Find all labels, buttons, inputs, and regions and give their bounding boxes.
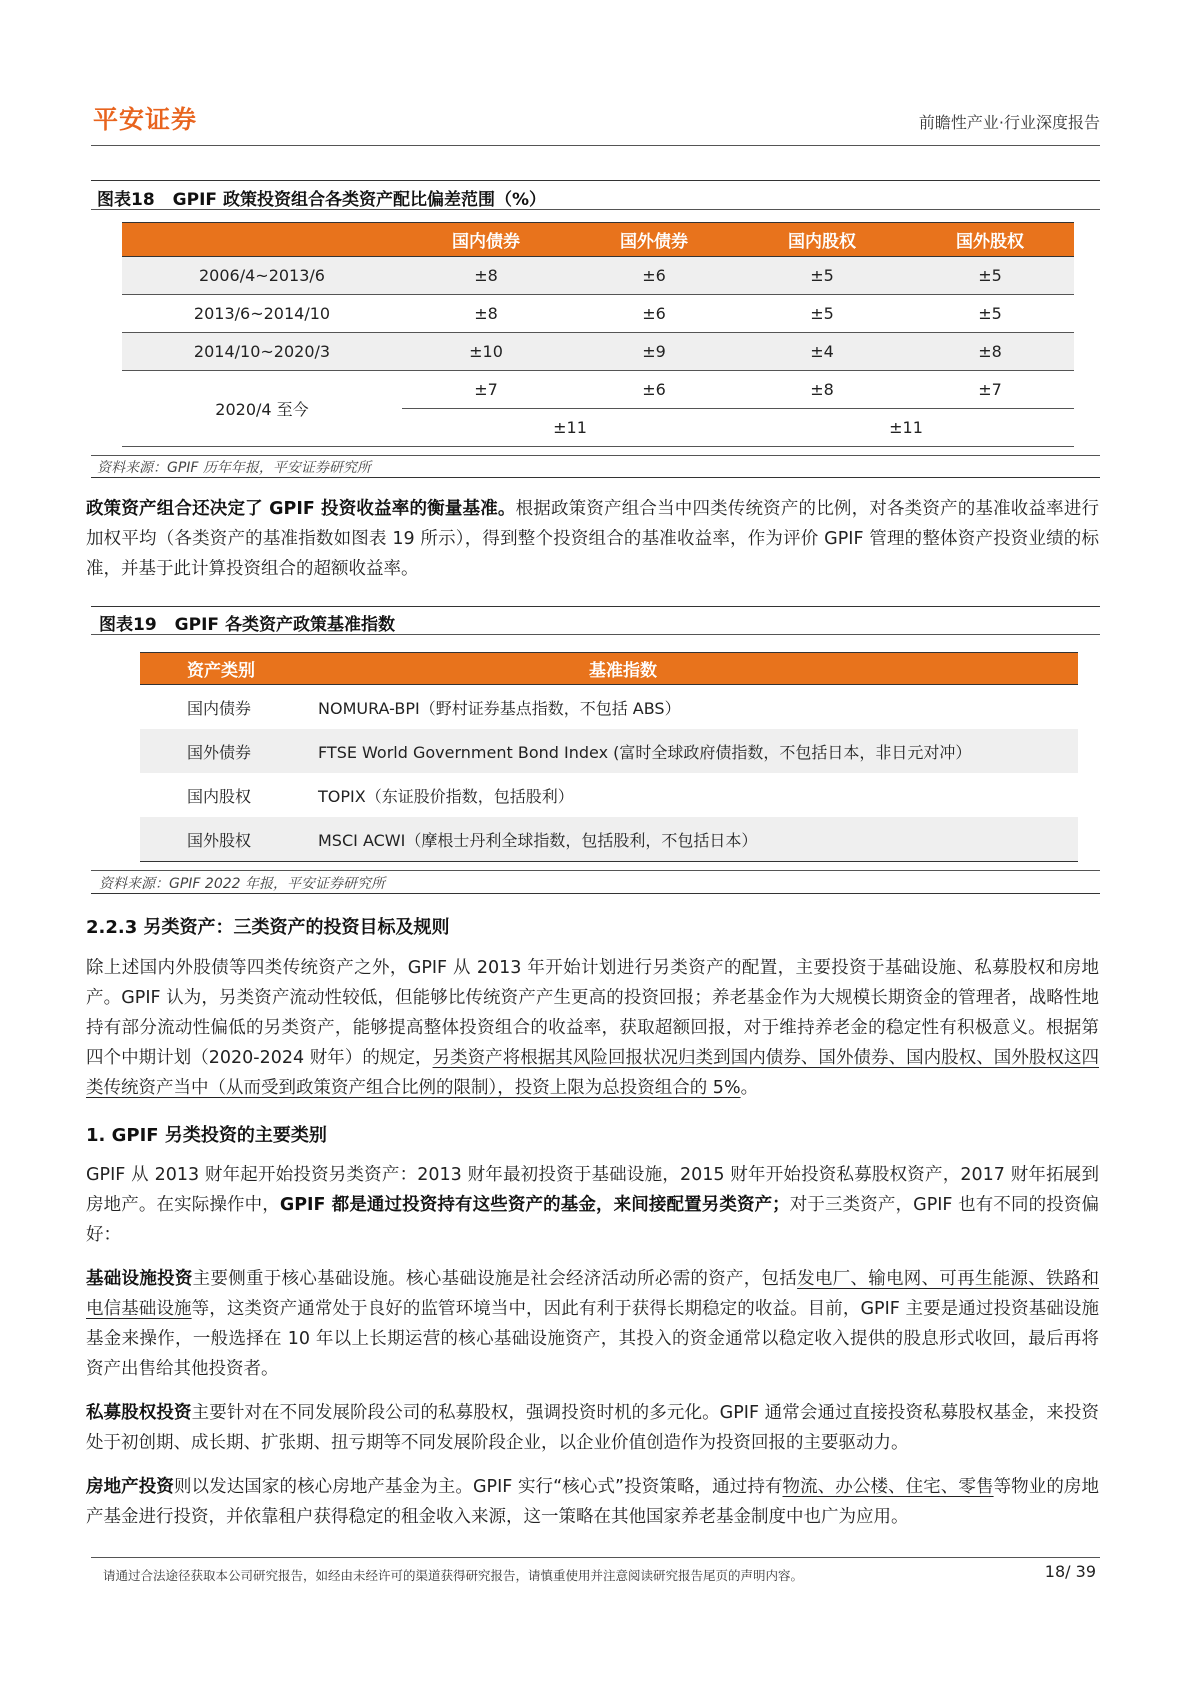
table-row: [140, 817, 1078, 862]
index-cell: FTSE World Government Bond Index (富时全球政府债指数，不包括日本，非日元对冲）: [318, 729, 1078, 773]
paragraph-categories-text1: GPIF 从 2013 财年起开始投资另类资产：2013 财年最初投资于基础设施，2015 财年开始投资私募股权资产，2017 财年拓展到房地产。在实际操作中，: [86, 1165, 1099, 1215]
figure18-top-rule: [91, 180, 1100, 181]
paragraph-real-estate: [86, 1472, 1099, 1532]
figure18-source: 资料来源：GPIF 历年年报，平安证券研究所: [97, 460, 371, 476]
paragraph-infrastructure-underlined: 发电厂、输电网、可再生能源、铁路和电信基础设施: [86, 1269, 1100, 1319]
paragraph-benchmark: [86, 494, 1099, 584]
paragraph-private-equity: [86, 1398, 1099, 1458]
value-cell: ±6: [570, 295, 738, 333]
merged-bonds-cell: ±11: [402, 409, 738, 447]
paragraph-private-equity-text: 主要针对在不同发展阶段公司的私募股权，强调投资时机的多元化。GPIF 通常会通过直接投资私募股权基金，来投资处于初创期、成长期、扩张期、扭亏期等不同发展阶段企业，以企业价值创造作为投资回报的主要驱动力。: [86, 1403, 1100, 1453]
value-cell: ±6: [570, 257, 738, 295]
table-row: [140, 729, 1078, 773]
t18-header-foreign-equity: 国外股权: [906, 223, 1074, 257]
value-cell: ±10: [402, 333, 570, 371]
paragraph-categories-text2: 对于三类资产，GPIF 也有不同的投资偏好：: [86, 1195, 1100, 1245]
table-row: [122, 295, 1074, 333]
figure19-title-text: GPIF 各类资产政策基准指数: [174, 615, 395, 635]
paragraph-real-estate-text2: 等物业的房地产基金进行投资，并依靠租户获得稳定的租金收入来源，这一策略在其他国家养老基金制度中也广为应用。: [86, 1477, 1100, 1527]
merged-equity-cell: ±11: [738, 409, 1074, 447]
subsection-heading: 1. GPIF 另类投资的主要类别: [86, 1125, 327, 1146]
section-heading: 2.2.3 另类资产：三类资产的投资目标及规则: [86, 917, 450, 938]
table-row: [140, 685, 1078, 730]
value-cell: ±8: [738, 371, 906, 409]
figure18-title: [97, 185, 546, 210]
figure19-source-rule: [91, 870, 1100, 871]
asset-cell: 国外债券: [140, 729, 318, 773]
value-cell: ±8: [402, 295, 570, 333]
paragraph-benchmark-text: 根据政策资产组合当中四类传统资产的比例，对各类资产的基准收益率进行加权平均（各类资产的基准指数如图表 19 所示），得到整个投资组合的基准收益率，作为评价 GPIF 管理的整体资产投资业绩的标准，并基于此计算投资组合的超额收益率。: [86, 499, 1100, 579]
paragraph-private-equity-bold: 私募股权投资: [86, 1403, 192, 1423]
paragraph-real-estate-text1: 则以发达国家的核心房地产基金为主。GPIF 实行“核心式”投资策略，通过持有: [173, 1477, 783, 1497]
index-cell: TOPIX（东证股价指数，包括股利）: [318, 786, 574, 806]
period-cell: 2020/4 至今: [122, 371, 402, 447]
t19-header-index: 基准指数: [318, 653, 1078, 685]
value-cell: ±5: [738, 295, 906, 333]
value-cell: ±8: [402, 257, 570, 295]
table-row: [122, 257, 1074, 295]
t18-header-period: [122, 223, 402, 257]
asset-cell: 国内股权: [187, 786, 252, 806]
period-cell: 2006/4~2013/6: [122, 257, 402, 295]
figure18-title-rule: [91, 209, 1100, 210]
value-cell: ±7: [906, 371, 1074, 409]
figure18-title-text: GPIF 政策投资组合各类资产配比偏差范围（%）: [172, 190, 546, 210]
value-cell: ±5: [738, 257, 906, 295]
value-cell: ±6: [570, 371, 738, 409]
header-divider: [91, 145, 1100, 146]
period-cell: 2013/6~2014/10: [122, 295, 402, 333]
paragraph-infrastructure: [86, 1264, 1099, 1384]
value-cell: ±9: [570, 333, 738, 371]
table-row: [122, 371, 1074, 409]
figure18-bottom-rule: [91, 477, 1100, 478]
footer-disclaimer: 请通过合法途径获取本公司研究报告，如经由未经许可的渠道获得研究报告，请慎重使用并注意阅读研究报告尾页的声明内容。: [103, 1568, 804, 1583]
value-cell: ±7: [402, 371, 570, 409]
table-row: [122, 333, 1074, 371]
paragraph-real-estate-underlined: 物流、办公楼、住宅、零售: [782, 1477, 994, 1497]
paragraph-infrastructure-text2: 等，这类资产通常处于良好的监管环境当中，因此有利于获得长期稳定的收益。目前，GPIF 主要是通过投资基础设施基金来操作，一般选择在 10 年以上长期运营的核心基础设施资产，其投入的资金通常以稳定收入提供的股息形式收回，最后再将资产出售给其他投资者。: [86, 1299, 1100, 1379]
paragraph-alternatives: [86, 953, 1099, 1103]
table-row: [140, 773, 1078, 817]
paragraph-alternatives-end: 。: [740, 1078, 759, 1098]
t19-header-asset: 资产类别: [140, 653, 318, 685]
company-logo: 平安证券: [93, 105, 198, 134]
paragraph-categories: [86, 1160, 1099, 1250]
figure19-top-rule: [91, 606, 1100, 607]
t18-header-foreign-bonds: 国外债券: [570, 223, 738, 257]
report-type: 前瞻性产业·行业深度报告: [918, 113, 1100, 132]
figure19-bottom-rule: [91, 893, 1100, 894]
t18-header-domestic-bonds: 国内债券: [402, 223, 570, 257]
figure18-label: 图表18: [97, 190, 155, 210]
t18-header-domestic-equity: 国内股权: [738, 223, 906, 257]
figure18-source-rule: [91, 455, 1100, 456]
period-cell: 2014/10~2020/3: [122, 333, 402, 371]
figure19-source: 资料来源：GPIF 2022 年报，平安证券研究所: [99, 876, 386, 892]
paragraph-benchmark-bold: 政策资产组合还决定了 GPIF 投资收益率的衡量基准。: [86, 499, 516, 519]
page-number: 18/ 39: [1044, 1562, 1096, 1581]
footer-divider: [91, 1557, 1100, 1558]
asset-cell: 国外股权: [140, 817, 318, 862]
value-cell: ±4: [738, 333, 906, 371]
paragraph-alternatives-underlined: 另类资产将根据其风险回报状况归类到国内债券、国外债券、国内股权、国外股权这四类传统资产当中（从而受到政策资产组合比例的限制），投资上限为总投资组合的 5%: [86, 1048, 1100, 1098]
index-cell: MSCI ACWI（摩根士丹利全球指数，包括股利，不包括日本）: [318, 817, 1078, 862]
figure19-title-rule: [91, 634, 1100, 635]
figure19-title: [99, 610, 395, 635]
figure19-label: 图表19: [99, 615, 157, 635]
value-cell: ±5: [906, 295, 1074, 333]
paragraph-infrastructure-bold: 基础设施投资: [86, 1269, 193, 1289]
asset-cell: 国内债券: [187, 698, 252, 718]
figure18-table: [122, 222, 1074, 447]
index-cell: NOMURA-BPI（野村证券基点指数，不包括 ABS）: [318, 698, 681, 718]
paragraph-categories-bold: GPIF 都是通过投资持有这些资产的基金，来间接配置另类资产；: [279, 1195, 790, 1215]
figure19-table: [140, 652, 1078, 862]
value-cell: ±5: [906, 257, 1074, 295]
paragraph-real-estate-bold: 房地产投资: [86, 1477, 174, 1497]
value-cell: ±8: [906, 333, 1074, 371]
paragraph-alternatives-text: 除上述国内外股债等四类传统资产之外，GPIF 从 2013 年开始计划进行另类资产的配置，主要投资于基础设施、私募股权和房地产。GPIF 认为，另类资产流动性较低，但能够比传统资产产生更高的投资回报；养老基金作为大规模长期资金的管理者，战略性地持有部分流动性偏低的另类资产，能够提高整体投资组合的收益率，获取超额回报，对于维持养老金的稳定性有积极意义。根据第四个中期计划（2020-2024 财年）的规定，: [86, 958, 1099, 1068]
paragraph-infrastructure-text1: 主要侧重于核心基础设施。核心基础设施是社会经济活动所必需的资产，包括: [192, 1269, 798, 1289]
